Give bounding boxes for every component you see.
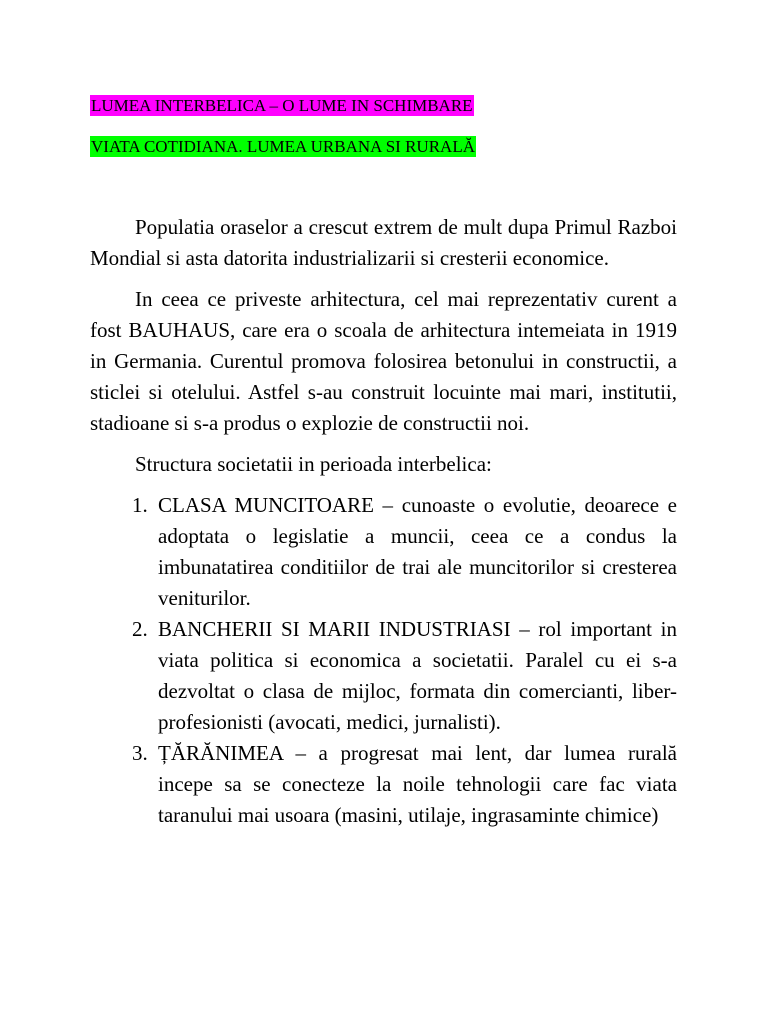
list-item-number: 1. bbox=[132, 493, 148, 517]
list-item bbox=[90, 614, 677, 738]
list-item-text: BANCHERII SI MARII INDUSTRIASI – rol important in viata politica si economica a societatii. Paralel cu ei s-a dezvoltat o clasa de mijloc, formata din comercianti, liber-profesionisti (avocati, medici, jurnalisti). bbox=[158, 617, 677, 734]
document-subtitle: VIATA COTIDIANA. LUMEA URBANA SI RURALĂ bbox=[91, 137, 475, 156]
paragraph-architecture: In ceea ce priveste arhitectura, cel mai reprezentativ curent a fost BAUHAUS, care era o scoala de arhitectura intemeiata in 1919 in Germania. Curentul promova folosirea betonului in constructii, a sticlei si otelului. Astfel s-au construit locuinte mai mari, institutii, stadioane si s-a produs o explozie de constructii noi. bbox=[90, 287, 677, 435]
list-item bbox=[90, 490, 677, 614]
paragraph-society-intro: Structura societatii in perioada interbelica: bbox=[135, 452, 492, 476]
list-item bbox=[90, 738, 677, 831]
list-item-number: 2. bbox=[132, 617, 148, 641]
list-item-text: CLASA MUNCITOARE – cunoaste o evolutie, deoarece e adoptata o legislatie a muncii, ceea ce a condus la imbunatatirea conditiilor de trai ale muncitorilor si cresterea veniturilor. bbox=[158, 493, 677, 610]
document-title: LUMEA INTERBELICA – O LUME IN SCHIMBARE bbox=[91, 96, 473, 115]
list-item-number: 3. bbox=[132, 741, 148, 765]
document-body bbox=[90, 212, 677, 831]
society-structure-list bbox=[90, 490, 677, 831]
list-item-text: ȚĂRĂNIMEA – a progresat mai lent, dar lumea rurală incepe sa se conecteze la noile tehnologii care fac viata taranului mai usoara (masini, utilaje, ingrasaminte chimice) bbox=[158, 741, 677, 827]
paragraph-population: Populatia oraselor a crescut extrem de mult dupa Primul Razboi Mondial si asta datorita industrializarii si cresterii economice. bbox=[90, 215, 677, 270]
